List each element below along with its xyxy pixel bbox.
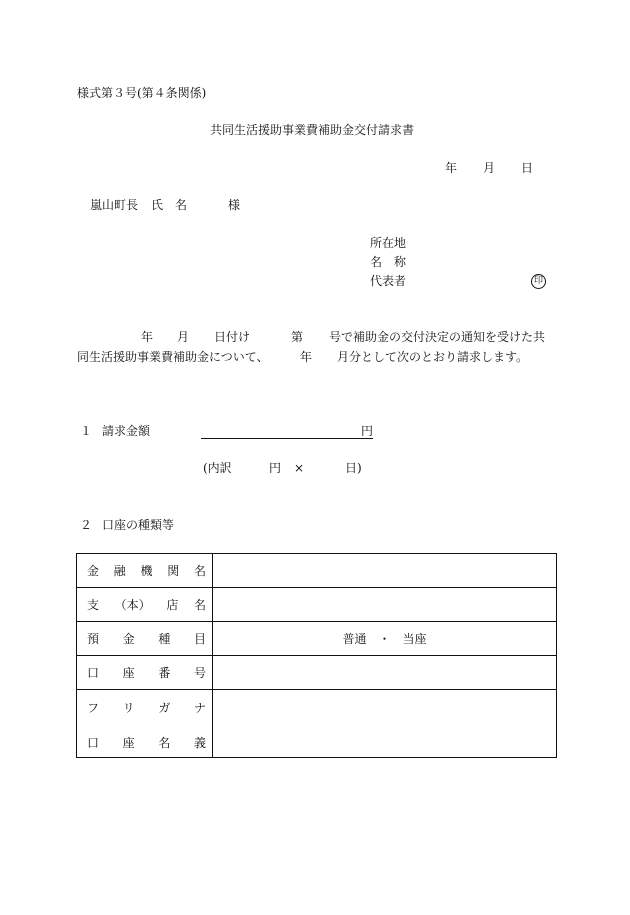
label-char: 機 bbox=[140, 564, 153, 578]
label-char: 名 bbox=[193, 564, 206, 578]
table-row bbox=[77, 656, 557, 690]
account-number-field[interactable] bbox=[213, 656, 557, 690]
date-day: 日 bbox=[521, 161, 534, 175]
label-char: 口 bbox=[87, 666, 100, 680]
body-year: 年 bbox=[141, 330, 154, 344]
account-holder-label bbox=[77, 690, 213, 758]
body-month: 月 bbox=[177, 330, 190, 344]
addressee-name: 氏 名 bbox=[151, 198, 188, 212]
breakdown-yen: 円 bbox=[269, 461, 282, 475]
label-char: 口 bbox=[87, 735, 100, 750]
label-char: 種 bbox=[158, 632, 171, 646]
breakdown-days: 日) bbox=[345, 461, 362, 475]
label-char: 金 bbox=[87, 564, 100, 578]
label-char: 金 bbox=[122, 632, 135, 646]
body-line2-year: 年 bbox=[300, 350, 313, 364]
breakdown-open: (内訳 bbox=[203, 461, 232, 475]
label-char: 座 bbox=[122, 735, 135, 750]
label-char: 座 bbox=[122, 666, 135, 680]
section1-unit: 円 bbox=[361, 424, 374, 438]
label-char: ガ bbox=[158, 700, 171, 715]
table-row bbox=[77, 690, 557, 758]
addressee-office: 嵐山町長 bbox=[90, 198, 139, 212]
branch-name-label bbox=[77, 588, 213, 622]
form-number: 様式第３号(第４条関係) bbox=[77, 86, 207, 100]
document-title: 共同生活援助事業費補助金交付請求書 bbox=[210, 123, 415, 137]
section2-label: 口座の種類等 bbox=[102, 518, 175, 532]
label-char: 店 bbox=[166, 598, 179, 612]
bank-name-label bbox=[77, 554, 213, 588]
label-char: フ bbox=[87, 700, 100, 715]
label-char: 目 bbox=[193, 632, 206, 646]
applicant-rep-label: 代表者 bbox=[370, 274, 407, 288]
label-char: 義 bbox=[193, 735, 206, 750]
table-row bbox=[77, 588, 557, 622]
applicant-address-label: 所在地 bbox=[370, 236, 407, 250]
table-row bbox=[77, 554, 557, 588]
label-char: 番 bbox=[158, 666, 171, 680]
deposit-type-label bbox=[77, 622, 213, 656]
date-month: 月 bbox=[483, 161, 496, 175]
body-number-prefix: 第 bbox=[291, 330, 304, 344]
label-char: （本） bbox=[114, 598, 151, 612]
section2-number: ２ bbox=[80, 518, 93, 532]
account-holder-field[interactable] bbox=[213, 690, 557, 758]
addressee-honorific: 様 bbox=[228, 198, 241, 212]
label-char: 預 bbox=[87, 632, 100, 646]
label-char: 名 bbox=[158, 735, 171, 750]
account-table bbox=[76, 553, 557, 758]
section1-number: １ bbox=[80, 424, 93, 438]
request-amount-field[interactable] bbox=[201, 424, 373, 439]
table-row bbox=[77, 622, 557, 656]
body-line2-rest: 月分として次のとおり請求します。 bbox=[337, 350, 529, 364]
bank-name-field[interactable] bbox=[213, 554, 557, 588]
label-char: リ bbox=[122, 700, 135, 715]
label-char: 支 bbox=[87, 598, 100, 612]
account-number-label bbox=[77, 656, 213, 690]
deposit-type-options[interactable]: 普通 ・ 当座 bbox=[213, 622, 557, 656]
body-date-suffix: 日付け bbox=[214, 330, 251, 344]
label-char: 関 bbox=[167, 564, 180, 578]
label-char: 号 bbox=[193, 666, 206, 680]
body-line1-text: 号で補助金の交付決定の通知を受けた共 bbox=[329, 330, 546, 344]
seal-icon: 印 bbox=[531, 274, 546, 289]
branch-name-field[interactable] bbox=[213, 588, 557, 622]
label-char: ナ bbox=[193, 700, 206, 715]
label-char: 融 bbox=[113, 564, 126, 578]
section1-label: 請求金額 bbox=[102, 424, 151, 438]
body-line2-text: 同生活援助事業費補助金について、 bbox=[77, 350, 269, 364]
date-year: 年 bbox=[445, 161, 458, 175]
applicant-name-label: 名 称 bbox=[370, 255, 407, 269]
label-char: 名 bbox=[193, 598, 206, 612]
breakdown-times: × bbox=[294, 461, 305, 475]
